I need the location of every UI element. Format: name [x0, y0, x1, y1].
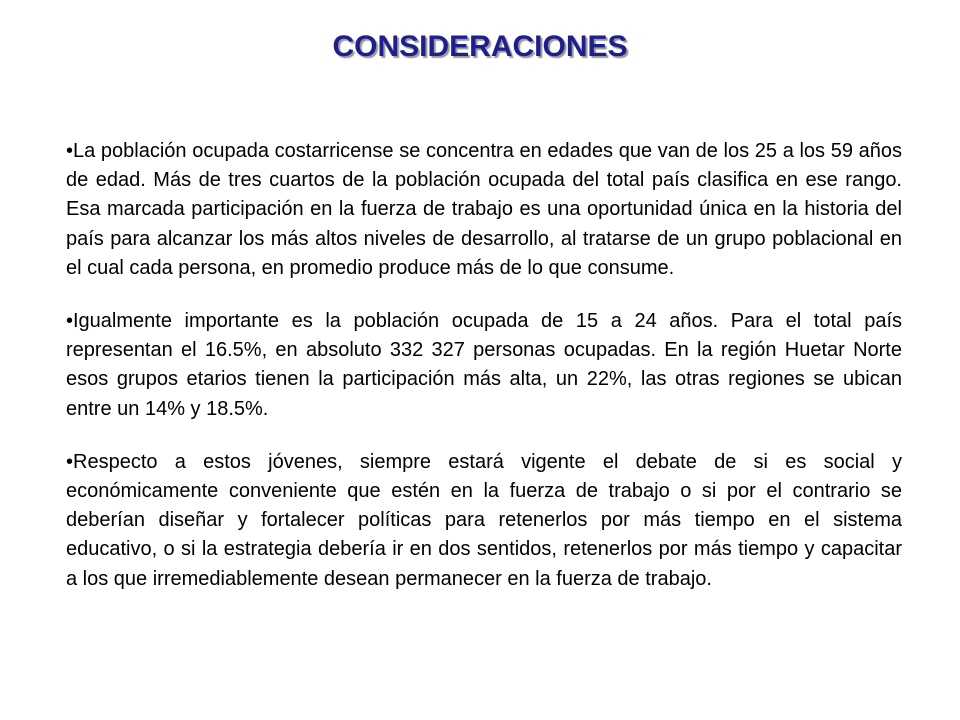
bullet-paragraph-3: •Respecto a estos jóvenes, siempre estará vigente el debate de si es social y económicamente conveniente que estén en la fuerza de trabajo o si por el contrario se deberían diseñar y fortalecer políticas para retenerlos por más tiempo en el sistema educativo, o si la estrategia debería ir en dos sentidos, retenerlos por más tiempo y capacitar a los que irremediablemente desean permanecer en la fuerza de trabajo.	[66, 450, 902, 590]
slide-title: CONSIDERACIONES	[332, 30, 628, 63]
bullet-paragraph-1: •La población ocupada costarricense se concentra en edades que van de los 25 a los 59 años de edad. Más de tres cuartos de la población ocupada del total país clasifica en ese rango. Esa marcada participación en la fuerza de trabajo es una oportunidad única en la historia del país para alcanzar los más altos niveles de desarrollo, al tratarse de un grupo poblacional en el cual cada persona, en promedio produce más de lo que consume.	[66, 140, 902, 279]
slide-body	[66, 137, 902, 618]
bullet-paragraph-2: •Igualmente importante es la población ocupada de 15 a 24 años. Para el total país representan el 16.5%, en absoluto 332 327 personas ocupadas. En la región Huetar Norte esos grupos etarios tienen la participación más alta, un 22%, las otras regiones se ubican entre un 14% y 18.5%.	[66, 310, 902, 420]
